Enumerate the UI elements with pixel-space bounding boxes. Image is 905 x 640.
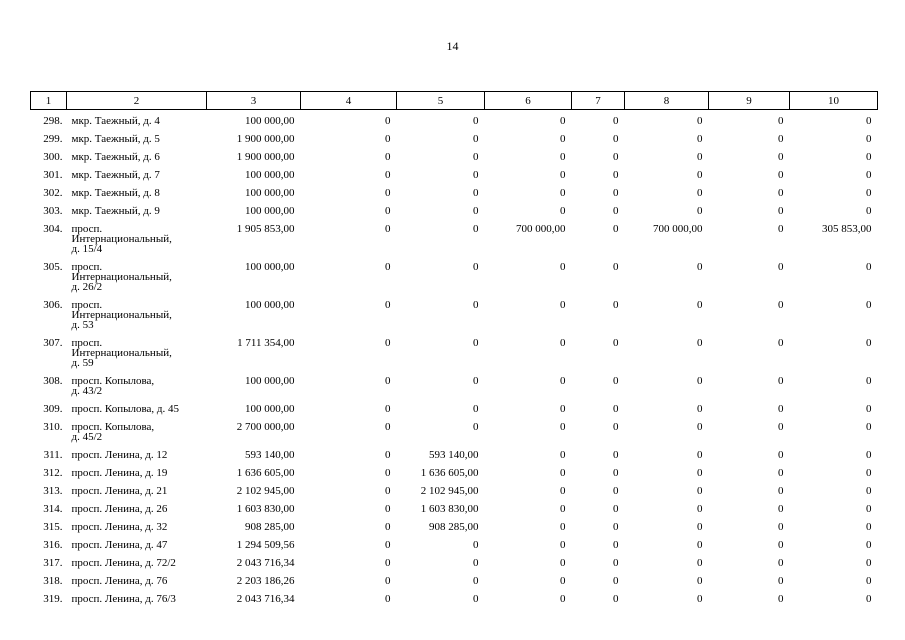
value-cell-col-9: 0 xyxy=(778,539,784,551)
value-cell-col-3: 100 000,00 xyxy=(245,375,295,387)
column-header: 3 xyxy=(207,92,301,110)
value-cell-col-8: 0 xyxy=(697,421,703,433)
value-cell-col-8: 0 xyxy=(697,205,703,217)
value-cell-col-10: 0 xyxy=(866,467,872,479)
address-line: д. 43/2 xyxy=(71,385,103,397)
value-cell-col-10: 0 xyxy=(866,449,872,461)
address-cell xyxy=(67,482,207,500)
value-cell-col-8: 0 xyxy=(697,403,703,415)
value-cell-col-8: 0 xyxy=(697,593,703,605)
value-cell-col-5: 0 xyxy=(473,151,479,163)
value-cell-col-7: 0 xyxy=(613,593,619,605)
value-cell-col-8: 0 xyxy=(697,521,703,533)
value-cell-col-6: 0 xyxy=(560,557,566,569)
value-cell-col-8: 0 xyxy=(697,375,703,387)
value-cell-col-5: 1 636 605,00 xyxy=(420,467,479,479)
address-line: Интернациональный, xyxy=(71,309,172,321)
value-cell-col-8: 0 xyxy=(697,187,703,199)
value-cell-col-4: 0 xyxy=(385,187,391,199)
value-cell-col-3: 1 900 000,00 xyxy=(236,151,295,163)
value-cell-col-7: 0 xyxy=(613,421,619,433)
value-cell-col-4: 0 xyxy=(385,557,391,569)
value-cell-col-9: 0 xyxy=(778,115,784,127)
value-cell-col-3: 100 000,00 xyxy=(245,261,295,273)
column-header: 1 xyxy=(31,92,67,110)
value-cell-col-9: 0 xyxy=(778,403,784,415)
address-line: мкр. Таежный, д. 6 xyxy=(71,151,160,163)
value-cell-col-9: 0 xyxy=(778,503,784,515)
value-cell-col-10: 0 xyxy=(866,421,872,433)
value-cell-col-4: 0 xyxy=(385,539,391,551)
row-number: 319. xyxy=(43,593,63,605)
address-cell xyxy=(67,464,207,482)
data-table xyxy=(30,91,878,608)
column-header: 2 xyxy=(67,92,207,110)
address-cell xyxy=(67,220,207,258)
value-cell-col-8: 0 xyxy=(697,467,703,479)
address-cell xyxy=(67,258,207,296)
value-cell-col-4: 0 xyxy=(385,403,391,415)
value-cell-col-5: 0 xyxy=(473,403,479,415)
value-cell-col-5: 0 xyxy=(473,375,479,387)
table-row xyxy=(31,130,878,148)
value-cell-col-4: 0 xyxy=(385,299,391,311)
table-row xyxy=(31,372,878,400)
value-cell-col-6: 0 xyxy=(560,299,566,311)
value-cell-col-8: 0 xyxy=(697,503,703,515)
value-cell-col-4: 0 xyxy=(385,521,391,533)
value-cell-col-9: 0 xyxy=(778,133,784,145)
address-line: просп. Копылова, xyxy=(71,421,155,433)
column-header: 7 xyxy=(572,92,625,110)
value-cell-col-6: 0 xyxy=(560,403,566,415)
value-cell-col-4: 0 xyxy=(385,449,391,461)
value-cell-col-10: 0 xyxy=(866,403,872,415)
value-cell-col-7: 0 xyxy=(613,485,619,497)
address-line: просп. Ленина, д. 19 xyxy=(71,467,168,479)
value-cell-col-7: 0 xyxy=(613,337,619,349)
value-cell-col-3: 100 000,00 xyxy=(245,169,295,181)
address-cell xyxy=(67,130,207,148)
address-cell xyxy=(67,166,207,184)
value-cell-col-7: 0 xyxy=(613,151,619,163)
value-cell-col-9: 0 xyxy=(778,521,784,533)
table-row xyxy=(31,220,878,258)
value-cell-col-6: 0 xyxy=(560,485,566,497)
value-cell-col-7: 0 xyxy=(613,467,619,479)
value-cell-col-6: 0 xyxy=(560,593,566,605)
value-cell-col-10: 0 xyxy=(866,133,872,145)
address-cell xyxy=(67,148,207,166)
table-row xyxy=(31,296,878,334)
value-cell-col-7: 0 xyxy=(613,223,619,235)
row-number: 315. xyxy=(43,521,63,533)
value-cell-col-5: 1 603 830,00 xyxy=(420,503,479,515)
value-cell-col-9: 0 xyxy=(778,557,784,569)
value-cell-col-8: 0 xyxy=(697,261,703,273)
row-number: 306. xyxy=(43,299,63,311)
value-cell-col-5: 593 140,00 xyxy=(429,449,479,461)
table-row xyxy=(31,554,878,572)
value-cell-col-10: 0 xyxy=(866,503,872,515)
address-line: просп. xyxy=(71,261,103,273)
address-line: просп. xyxy=(71,223,103,235)
value-cell-col-6: 0 xyxy=(560,261,566,273)
row-number: 305. xyxy=(43,261,63,273)
value-cell-col-9: 0 xyxy=(778,337,784,349)
table-body xyxy=(31,110,878,609)
address-cell xyxy=(67,500,207,518)
value-cell-col-3: 100 000,00 xyxy=(245,115,295,127)
value-cell-col-7: 0 xyxy=(613,205,619,217)
value-cell-col-9: 0 xyxy=(778,261,784,273)
value-cell-col-6: 700 000,00 xyxy=(516,223,566,235)
value-cell-col-5: 0 xyxy=(473,299,479,311)
value-cell-col-3: 2 700 000,00 xyxy=(236,421,295,433)
value-cell-col-10: 0 xyxy=(866,169,872,181)
value-cell-col-5: 0 xyxy=(473,593,479,605)
value-cell-col-3: 2 043 716,34 xyxy=(236,593,295,605)
address-line: просп. Копылова, xyxy=(71,375,155,387)
value-cell-col-3: 100 000,00 xyxy=(245,299,295,311)
value-cell-col-8: 0 xyxy=(697,575,703,587)
address-cell xyxy=(67,446,207,464)
value-cell-col-6: 0 xyxy=(560,421,566,433)
value-cell-col-5: 0 xyxy=(473,575,479,587)
column-header: 9 xyxy=(709,92,790,110)
value-cell-col-6: 0 xyxy=(560,169,566,181)
value-cell-col-4: 0 xyxy=(385,151,391,163)
address-line: Интернациональный, xyxy=(71,271,172,283)
table-row xyxy=(31,202,878,220)
value-cell-col-3: 100 000,00 xyxy=(245,403,295,415)
value-cell-col-8: 0 xyxy=(697,115,703,127)
value-cell-col-8: 0 xyxy=(697,133,703,145)
address-line: мкр. Таежный, д. 4 xyxy=(71,115,160,127)
value-cell-col-8: 0 xyxy=(697,449,703,461)
value-cell-col-9: 0 xyxy=(778,223,784,235)
column-header: 5 xyxy=(397,92,485,110)
value-cell-col-8: 0 xyxy=(697,557,703,569)
value-cell-col-10: 0 xyxy=(866,115,872,127)
value-cell-col-4: 0 xyxy=(385,223,391,235)
value-cell-col-5: 0 xyxy=(473,169,479,181)
value-cell-col-10: 0 xyxy=(866,337,872,349)
value-cell-col-5: 0 xyxy=(473,261,479,273)
address-cell xyxy=(67,400,207,418)
value-cell-col-4: 0 xyxy=(385,337,391,349)
value-cell-col-5: 0 xyxy=(473,557,479,569)
table-row xyxy=(31,148,878,166)
value-cell-col-6: 0 xyxy=(560,133,566,145)
value-cell-col-6: 0 xyxy=(560,521,566,533)
table-row xyxy=(31,590,878,608)
table-row xyxy=(31,446,878,464)
value-cell-col-10: 0 xyxy=(866,521,872,533)
value-cell-col-8: 0 xyxy=(697,299,703,311)
row-number: 309. xyxy=(43,403,63,415)
value-cell-col-7: 0 xyxy=(613,503,619,515)
value-cell-col-9: 0 xyxy=(778,485,784,497)
address-line: просп. xyxy=(71,299,103,311)
address-cell xyxy=(67,110,207,131)
table-row xyxy=(31,110,878,131)
value-cell-col-4: 0 xyxy=(385,133,391,145)
row-number: 307. xyxy=(43,337,63,349)
value-cell-col-6: 0 xyxy=(560,205,566,217)
value-cell-col-4: 0 xyxy=(385,593,391,605)
value-cell-col-6: 0 xyxy=(560,375,566,387)
row-number: 298. xyxy=(43,115,63,127)
value-cell-col-6: 0 xyxy=(560,187,566,199)
value-cell-col-4: 0 xyxy=(385,421,391,433)
address-line: просп. Ленина, д. 76 xyxy=(71,575,168,587)
value-cell-col-6: 0 xyxy=(560,539,566,551)
table-row xyxy=(31,572,878,590)
row-number: 303. xyxy=(43,205,63,217)
value-cell-col-5: 0 xyxy=(473,223,479,235)
value-cell-col-5: 0 xyxy=(473,115,479,127)
address-cell xyxy=(67,184,207,202)
address-line: д. 15/4 xyxy=(71,243,103,255)
value-cell-col-3: 1 905 853,00 xyxy=(236,223,295,235)
value-cell-col-7: 0 xyxy=(613,299,619,311)
address-line: просп. Ленина, д. 12 xyxy=(71,449,168,461)
value-cell-col-5: 0 xyxy=(473,337,479,349)
value-cell-col-4: 0 xyxy=(385,467,391,479)
value-cell-col-9: 0 xyxy=(778,375,784,387)
value-cell-col-4: 0 xyxy=(385,205,391,217)
row-number: 308. xyxy=(43,375,63,387)
value-cell-col-9: 0 xyxy=(778,467,784,479)
value-cell-col-10: 305 853,00 xyxy=(822,223,872,235)
value-cell-col-3: 1 900 000,00 xyxy=(236,133,295,145)
value-cell-col-3: 2 102 945,00 xyxy=(236,485,295,497)
value-cell-col-4: 0 xyxy=(385,115,391,127)
value-cell-col-9: 0 xyxy=(778,151,784,163)
value-cell-col-4: 0 xyxy=(385,261,391,273)
address-line: д. 59 xyxy=(71,357,94,369)
page-number: 14 xyxy=(446,39,459,53)
table-row xyxy=(31,184,878,202)
value-cell-col-7: 0 xyxy=(613,557,619,569)
column-header: 6 xyxy=(485,92,572,110)
address-line: д. 53 xyxy=(71,319,94,331)
table-row xyxy=(31,418,878,446)
address-line: просп. Ленина, д. 32 xyxy=(71,521,168,533)
address-cell xyxy=(67,572,207,590)
value-cell-col-5: 0 xyxy=(473,187,479,199)
value-cell-col-7: 0 xyxy=(613,403,619,415)
row-number: 316. xyxy=(43,539,63,551)
value-cell-col-3: 1 603 830,00 xyxy=(236,503,295,515)
address-cell xyxy=(67,518,207,536)
header-row xyxy=(31,92,878,110)
address-line: просп. Ленина, д. 72/2 xyxy=(71,557,176,569)
value-cell-col-3: 1 636 605,00 xyxy=(236,467,295,479)
table-row xyxy=(31,500,878,518)
address-cell xyxy=(67,296,207,334)
column-header: 10 xyxy=(790,92,878,110)
value-cell-col-7: 0 xyxy=(613,169,619,181)
value-cell-col-9: 0 xyxy=(778,575,784,587)
value-cell-col-9: 0 xyxy=(778,421,784,433)
address-line: д. 45/2 xyxy=(71,431,103,443)
value-cell-col-6: 0 xyxy=(560,575,566,587)
value-cell-col-7: 0 xyxy=(613,539,619,551)
row-number: 312. xyxy=(43,467,63,479)
table-row xyxy=(31,334,878,372)
value-cell-col-9: 0 xyxy=(778,299,784,311)
address-line: мкр. Таежный, д. 9 xyxy=(71,205,160,217)
row-number: 304. xyxy=(43,223,63,235)
value-cell-col-7: 0 xyxy=(613,449,619,461)
value-cell-col-6: 0 xyxy=(560,115,566,127)
table-row xyxy=(31,518,878,536)
value-cell-col-9: 0 xyxy=(778,205,784,217)
value-cell-col-6: 0 xyxy=(560,337,566,349)
value-cell-col-8: 0 xyxy=(697,337,703,349)
address-cell xyxy=(67,536,207,554)
address-line: просп. Ленина, д. 26 xyxy=(71,503,168,515)
address-line: мкр. Таежный, д. 8 xyxy=(71,187,160,199)
row-number: 310. xyxy=(43,421,63,433)
value-cell-col-7: 0 xyxy=(613,133,619,145)
value-cell-col-10: 0 xyxy=(866,575,872,587)
value-cell-col-9: 0 xyxy=(778,593,784,605)
value-cell-col-10: 0 xyxy=(866,375,872,387)
value-cell-col-7: 0 xyxy=(613,115,619,127)
value-cell-col-3: 1 711 354,00 xyxy=(237,337,295,349)
value-cell-col-8: 0 xyxy=(697,539,703,551)
value-cell-col-10: 0 xyxy=(866,557,872,569)
value-cell-col-10: 0 xyxy=(866,205,872,217)
address-line: Интернациональный, xyxy=(71,233,172,245)
address-line: просп. Ленина, д. 76/3 xyxy=(71,593,176,605)
value-cell-col-6: 0 xyxy=(560,151,566,163)
value-cell-col-10: 0 xyxy=(866,151,872,163)
row-number: 301. xyxy=(43,169,63,181)
value-cell-col-8: 0 xyxy=(697,151,703,163)
value-cell-col-10: 0 xyxy=(866,485,872,497)
table-row xyxy=(31,464,878,482)
value-cell-col-6: 0 xyxy=(560,503,566,515)
value-cell-col-3: 593 140,00 xyxy=(245,449,295,461)
row-number: 318. xyxy=(43,575,63,587)
value-cell-col-3: 100 000,00 xyxy=(245,205,295,217)
value-cell-col-5: 908 285,00 xyxy=(429,521,479,533)
address-cell xyxy=(67,590,207,608)
value-cell-col-7: 0 xyxy=(613,261,619,273)
value-cell-col-7: 0 xyxy=(613,375,619,387)
address-line: просп. Ленина, д. 47 xyxy=(71,539,168,551)
address-line: просп. xyxy=(71,337,103,349)
value-cell-col-3: 100 000,00 xyxy=(245,187,295,199)
value-cell-col-9: 0 xyxy=(778,169,784,181)
row-number: 302. xyxy=(43,187,63,199)
value-cell-col-5: 0 xyxy=(473,133,479,145)
row-number: 313. xyxy=(43,485,63,497)
table-row xyxy=(31,482,878,500)
value-cell-col-10: 0 xyxy=(866,261,872,273)
table-row xyxy=(31,400,878,418)
address-line: мкр. Таежный, д. 5 xyxy=(71,133,160,145)
value-cell-col-5: 2 102 945,00 xyxy=(420,485,479,497)
address-line: д. 26/2 xyxy=(71,281,103,293)
column-header: 8 xyxy=(625,92,709,110)
address-cell xyxy=(67,554,207,572)
value-cell-col-10: 0 xyxy=(866,539,872,551)
table-row xyxy=(31,258,878,296)
table-row xyxy=(31,536,878,554)
row-number: 314. xyxy=(43,503,63,515)
address-cell xyxy=(67,334,207,372)
value-cell-col-7: 0 xyxy=(613,575,619,587)
address-line: Интернациональный, xyxy=(71,347,172,359)
value-cell-col-5: 0 xyxy=(473,205,479,217)
value-cell-col-10: 0 xyxy=(866,187,872,199)
value-cell-col-5: 0 xyxy=(473,421,479,433)
address-line: просп. Копылова, д. 45 xyxy=(71,403,180,415)
table-row xyxy=(31,166,878,184)
value-cell-col-8: 0 xyxy=(697,485,703,497)
value-cell-col-3: 2 203 186,26 xyxy=(236,575,295,587)
address-cell xyxy=(67,372,207,400)
address-line: мкр. Таежный, д. 7 xyxy=(71,169,160,181)
value-cell-col-3: 2 043 716,34 xyxy=(236,557,295,569)
address-cell xyxy=(67,418,207,446)
value-cell-col-4: 0 xyxy=(385,575,391,587)
value-cell-col-3: 1 294 509,56 xyxy=(236,539,295,551)
value-cell-col-5: 0 xyxy=(473,539,479,551)
value-cell-col-8: 0 xyxy=(697,169,703,181)
value-cell-col-6: 0 xyxy=(560,467,566,479)
value-cell-col-10: 0 xyxy=(866,299,872,311)
value-cell-col-7: 0 xyxy=(613,521,619,533)
address-cell xyxy=(67,202,207,220)
table-header xyxy=(31,92,878,110)
row-number: 317. xyxy=(43,557,63,569)
row-number: 311. xyxy=(43,449,63,461)
value-cell-col-8: 700 000,00 xyxy=(653,223,703,235)
value-cell-col-4: 0 xyxy=(385,503,391,515)
row-number: 300. xyxy=(43,151,63,163)
value-cell-col-6: 0 xyxy=(560,449,566,461)
column-header: 4 xyxy=(301,92,397,110)
value-cell-col-4: 0 xyxy=(385,485,391,497)
address-line: просп. Ленина, д. 21 xyxy=(71,485,168,497)
value-cell-col-9: 0 xyxy=(778,187,784,199)
value-cell-col-4: 0 xyxy=(385,375,391,387)
value-cell-col-3: 908 285,00 xyxy=(245,521,295,533)
value-cell-col-4: 0 xyxy=(385,169,391,181)
value-cell-col-7: 0 xyxy=(613,187,619,199)
row-number: 299. xyxy=(43,133,63,145)
value-cell-col-9: 0 xyxy=(778,449,784,461)
value-cell-col-10: 0 xyxy=(866,593,872,605)
